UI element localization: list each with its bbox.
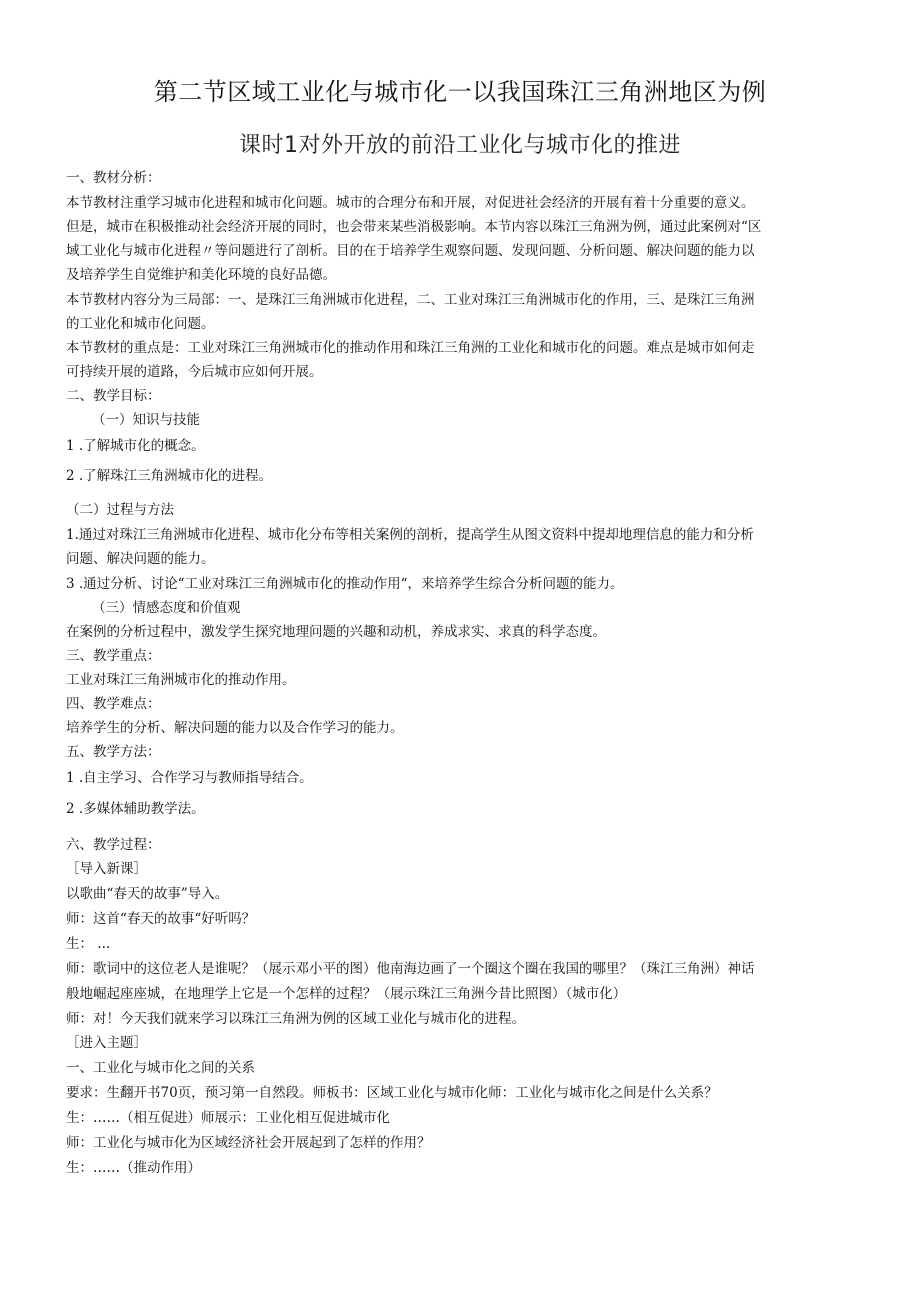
bracket-heading: ［进入主题］ xyxy=(66,1035,147,1051)
dialogue-line: 师：工业化与城市化为区域经济社会开展起到了怎样的作用？ xyxy=(66,1135,431,1151)
section-heading: 五、教学方法： xyxy=(66,744,161,760)
dialogue-line: 生： ... xyxy=(66,936,111,952)
section-heading: 一、教材分析： xyxy=(66,170,161,186)
paragraph-line: 工业对珠江三角洲城市化的推动作用。 xyxy=(66,672,296,688)
dialogue-line: 师：歌词中的这位老人是谁呢？（展示邓小平的图）他南海边画了一个圈这个圈在我国的哪里？（珠江三角洲）神话 xyxy=(66,961,755,977)
bracket-heading: ［导入新课］ xyxy=(66,861,147,877)
dialogue-line: 师：这首“春天的故事“好听吗？ xyxy=(66,911,256,927)
paragraph-line: 域工业化与城市化进程〃等问题进行了剖析。目的在于培养学生观察问题、发现问题、分析问题、解决问题的能力以 xyxy=(66,243,755,259)
paragraph-line: 问题、解决问题的能力。 xyxy=(66,551,215,567)
paragraph-line: 本节教材内容分为三局部：一、是珠江三角洲城市化进程，二、工业对珠江三角洲城市化的作用，三、是珠江三角洲 xyxy=(66,292,755,308)
paragraph-line: 在案例的分析过程中，激发学生探究地理问题的兴趣和动机，养成求实、求真的科学态度。 xyxy=(66,624,606,640)
section-heading: 二、教学目标： xyxy=(66,388,161,404)
paragraph-line: 及培养学生自觉维护和美化环境的良好品德。 xyxy=(66,267,336,283)
document-title: 第二节区域工业化与城市化一以我国珠江三角洲地区为例 xyxy=(153,78,767,106)
paragraph-line: 本节教材的重点是：工业对珠江三角洲城市化的推动作用和珠江三角洲的工业化和城市化的问题。难点是城市如何走 xyxy=(66,340,755,356)
list-item: 3 .通过分析、讨论“工业对珠江三角洲城市化的推动作用“，来培养学生综合分析问题的能力。 xyxy=(66,576,624,592)
lesson-subtitle: 课时1对外开放的前沿工业化与城市化的推进 xyxy=(239,133,681,158)
paragraph-line: 培养学生的分析、解决问题的能力以及合作学习的能力。 xyxy=(66,720,404,736)
dialogue-line: 生：……（相互促进）师展示：工业化相互促进城市化 xyxy=(66,1110,390,1126)
list-item: 1 .自主学习、合作学习与教师指导结合。 xyxy=(66,770,313,786)
dialogue-line: 般地崛起座座城，在地理学上它是一个怎样的过程？（展示珠江三角洲今昔比照图）（城市化） xyxy=(66,986,627,1002)
list-item: 1.通过对珠江三角洲城市化进程、城市化分布等相关案例的剖析，提高学生从图文资料中提却地理信息的能力和分析 xyxy=(66,527,754,543)
section-heading: 四、教学难点： xyxy=(66,696,161,712)
section-heading: 六、教学过程： xyxy=(66,837,161,853)
list-item: 2 .多媒体辅助教学法。 xyxy=(66,801,205,817)
paragraph-line: 本节教材注重学习城市化进程和城市化问题。城市的合理分布和开展，对促进社会经济的开展有着十分重要的意义。 xyxy=(66,195,755,211)
list-item: 1 .了解城市化的概念。 xyxy=(66,438,205,454)
dialogue-line: 要求：生翻开书70页，预习第一自然段。师板书：区域工业化与城市化师：工业化与城市化之间是什么关系？ xyxy=(66,1085,718,1101)
dialogue-line: 生：……（推动作用） xyxy=(66,1160,201,1176)
subsection-heading: （二）过程与方法 xyxy=(66,502,174,518)
section-heading: 一、工业化与城市化之间的关系 xyxy=(66,1060,255,1076)
section-heading: 三、教学重点： xyxy=(66,648,161,664)
paragraph-line: 的工业化和城市化问题。 xyxy=(66,316,215,332)
subsection-heading: （一）知识与技能 xyxy=(92,412,200,428)
paragraph-line: 以歌曲“春天的故事”导入。 xyxy=(66,886,229,902)
subsection-heading: （三）情感态度和价值观 xyxy=(92,600,241,616)
list-item: 2 .了解珠江三角洲城市化的进程。 xyxy=(66,468,273,484)
paragraph-line: 但是，城市在积极推动社会经济开展的同时，也会带来某些消极影响。本节内容以珠江三角洲为例，通过此案例对“区 xyxy=(66,219,762,235)
dialogue-line: 师：对！今天我们就来学习以珠江三角洲为例的区域工业化与城市化的进程。 xyxy=(66,1011,525,1027)
paragraph-line: 可持续开展的道路，今后城市应如何开展。 xyxy=(66,364,323,380)
